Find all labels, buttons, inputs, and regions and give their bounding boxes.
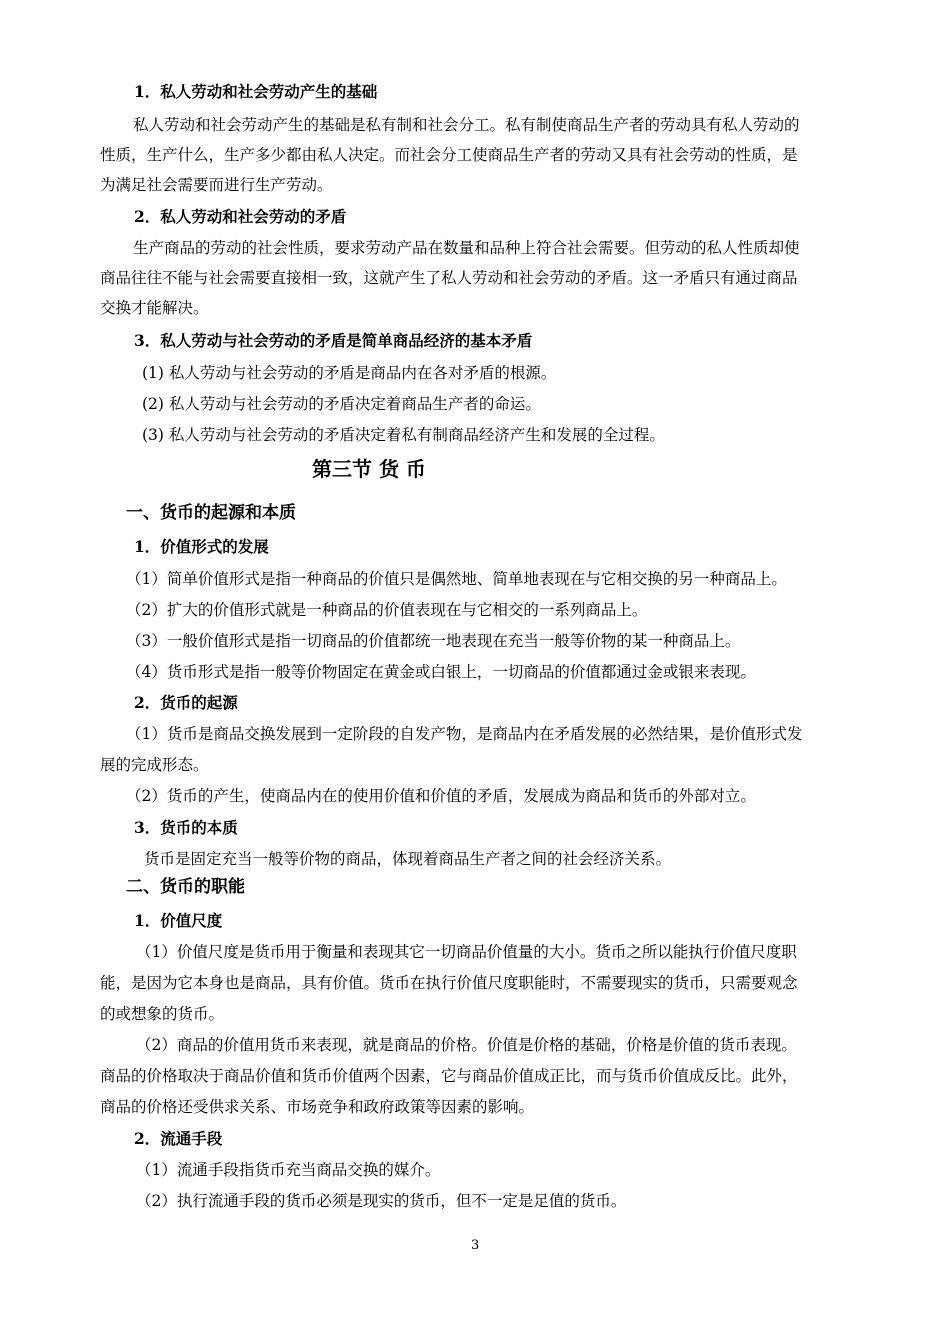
paragraph-line: 展的完成形态。 [100,756,209,774]
paragraph-line: 能，是因为它本身也是商品，具有价值。货币在执行价值尺度职能时，不需要现实的货币，只需要观念 [100,974,798,992]
list-item: （2）扩大的价值形式就是一种商品的价值表现在与它相交的一系列商品上。 [126,601,648,619]
list-item: （2）货币的产生，使商品内在的使用价值和价值的矛盾，发展成为商品和货币的外部对立。 [126,787,756,805]
list-item: (1) 私人劳动与社会劳动的矛盾是商品内在各对矛盾的根源。 [142,364,557,382]
list-item: （2）商品的价值用货币来表现，就是商品的价格。价值是价格的基础，价格是价值的货币表现。 [136,1036,797,1054]
heading-private-social-labor-basis: 1．私人劳动和社会劳动产生的基础 [134,82,378,101]
paragraph-line: 商品往往不能与社会需要直接相一致，这就产生了私人劳动和社会劳动的矛盾。这一矛盾只有通过商品 [100,269,798,287]
heading-value-form: 1．价值形式的发展 [134,537,269,556]
list-item: （1）流通手段指货币充当商品交换的媒介。 [136,1161,441,1179]
paragraph-line: 交换才能解决。 [100,299,209,317]
page-number: 3 [471,1238,480,1253]
heading-money-essence: 3．货币的本质 [134,818,238,837]
list-item: （1）简单价值形式是指一种商品的价值只是偶然地、简单地表现在与它相交换的另一种商品上。 [126,570,787,588]
heading-money-functions: 二、货币的职能 [126,877,245,897]
paragraph-line: 商品的价格还受供求关系、市场竞争和政府政策等因素的影响。 [100,1098,535,1116]
list-item: （1）货币是商品交换发展到一定阶段的自发产物，是商品内在矛盾发展的必然结果，是价值形式发 [126,725,803,743]
list-item: （1）价值尺度是货币用于衡量和表现其它一切商品价值量的大小。货币之所以能执行价值尺度职 [136,943,797,961]
heading-money-origin: 2．货币的起源 [134,693,238,712]
paragraph-line: 为满足社会需要而进行生产劳动。 [100,176,333,194]
heading-value-measure: 1．价值尺度 [134,911,223,930]
list-item: （2）执行流通手段的货币必须是现实的货币，但不一定是足值的货币。 [136,1192,627,1210]
list-item: （4）货币形式是指一般等价物固定在黄金或白银上，一切商品的价值都通过金或银来表现。 [126,663,756,681]
list-item: (3) 私人劳动与社会劳动的矛盾决定着私有制商品经济产生和发展的全过程。 [142,426,665,444]
paragraph-line: 性质，生产什么，生产多少都由私人决定。而社会分工使商品生产者的劳动又具有社会劳动的性质，是 [100,146,798,164]
paragraph-line: 货币是固定充当一般等价物的商品，体现着商品生产者之间的社会经济关系。 [144,850,672,868]
paragraph-line: 私人劳动和社会劳动产生的基础是私有制和社会分工。私有制使商品生产者的劳动具有私人劳动的 [133,116,800,134]
paragraph-line: 商品的价格取决于商品价值和货币价值两个因素，它与商品价值成正比，而与货币价值成反比。此外， [100,1067,798,1085]
section-title: 第三节 货 币 [312,457,426,481]
paragraph-line: 的或想象的货币。 [100,1005,225,1023]
heading-basic-contradiction: 3．私人劳动与社会劳动的矛盾是简单商品经济的基本矛盾 [134,331,533,350]
list-item: （3）一般价值形式是指一切商品的价值都统一地表现在充当一般等价物的某一种商品上。 [126,632,741,650]
heading-origin-essence: 一、货币的起源和本质 [126,503,296,523]
paragraph-line: 生产商品的劳动的社会性质，要求劳动产品在数量和品种上符合社会需要。但劳动的私人性质却使 [133,239,800,257]
heading-private-social-labor-contradiction: 2．私人劳动和社会劳动的矛盾 [134,207,347,226]
heading-circulation: 2．流通手段 [134,1129,223,1148]
list-item: (2) 私人劳动与社会劳动的矛盾决定着商品生产者的命运。 [142,395,541,413]
